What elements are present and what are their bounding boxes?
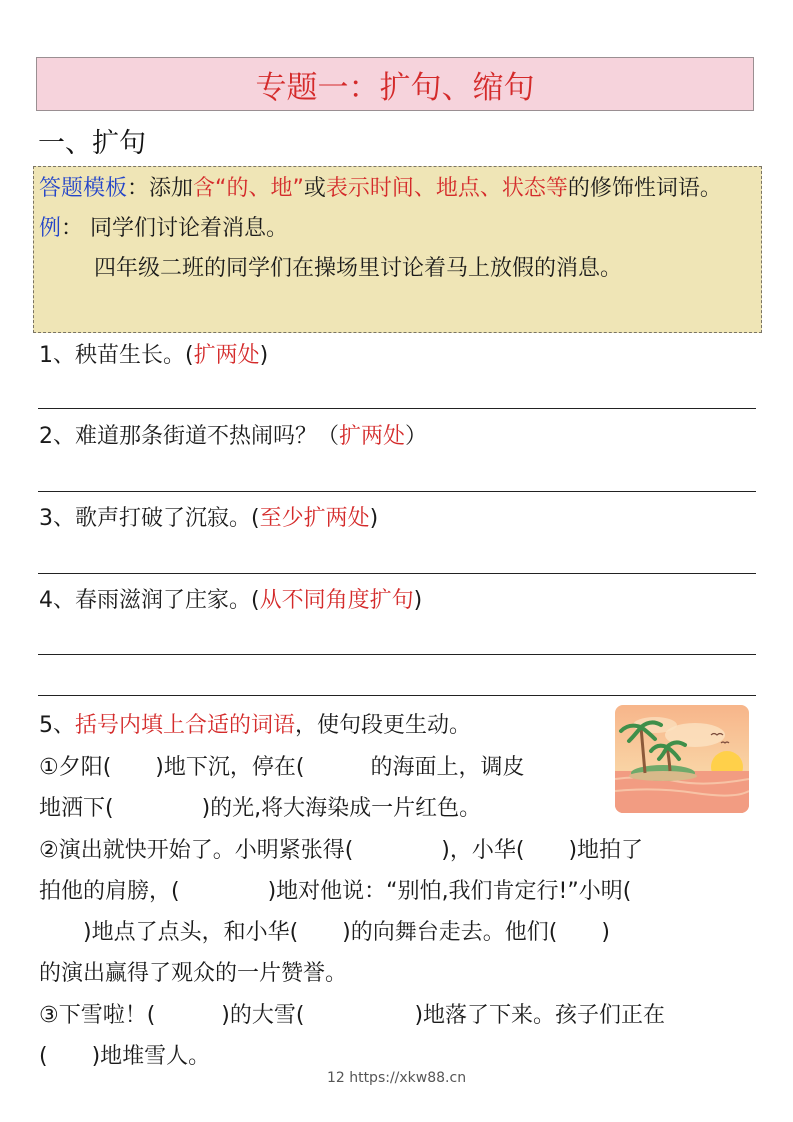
sunset-island-icon [615, 705, 749, 813]
question-3 [39, 504, 378, 534]
template-label: 答题模板 [39, 176, 128, 201]
template-highlight-2: 表示时间、地点、状态等 [325, 176, 568, 201]
example-label: 例 [39, 216, 62, 241]
paragraph-line: 拍他的肩膀，( )地对他说：“别怕,我们肯定行!”小明( [39, 879, 632, 904]
template-colon: ： [127, 176, 150, 201]
answer-line-4b[interactable] [38, 695, 756, 696]
question-2 [39, 422, 427, 452]
page-title: 专题一：扩句、缩句 [255, 69, 535, 106]
paragraph-line: ③下雪啦！( )的大雪( )地落了下来。孩子们正在 [39, 1003, 666, 1028]
paragraph-line: ①夕阳( )地下沉，停在( 的海面上，调皮 [39, 755, 525, 780]
question-close: ) [413, 588, 423, 613]
answer-line-1[interactable] [38, 408, 756, 409]
title-banner [36, 57, 754, 111]
example-expanded: 四年级二班的同学们在操场里讨论着马上放假的消息。 [94, 256, 623, 281]
sunset-island-illustration [615, 705, 749, 813]
answer-line-4a[interactable] [38, 654, 756, 655]
template-text-1: 添加 [149, 176, 194, 201]
section-heading: 一、扩句 [38, 128, 146, 159]
question-number: 5、 [39, 713, 75, 738]
paragraph-line: ( )地堆雪人。 [39, 1044, 211, 1069]
question-text: 3、歌声打破了沉寂。( [39, 506, 260, 531]
question-text: 1、秧苗生长。( [39, 343, 194, 368]
template-highlight-1: 含“的、地” [193, 176, 304, 201]
question-hint: 扩两处 [339, 424, 406, 449]
paragraph-line: 地洒下( )的光,将大海染成一片红色。 [39, 796, 482, 821]
question-instruction: 括号内填上合适的词语 [75, 713, 296, 738]
question-4 [39, 586, 422, 616]
answer-line-3[interactable] [38, 573, 756, 574]
paragraph-line: 的演出赢得了观众的一片赞誉。 [39, 961, 348, 986]
example-line [39, 209, 755, 249]
answer-template-box [33, 166, 762, 333]
question-hint: 扩两处 [193, 343, 260, 368]
template-line [39, 169, 755, 209]
question-close: ） [405, 424, 428, 449]
question-close: ) [369, 506, 379, 531]
template-text-3: 的修饰性词语。 [567, 176, 722, 201]
question-rest: ，使句段更生动。 [295, 713, 472, 738]
template-text-2: 或 [303, 176, 326, 201]
question-hint: 至少扩两处 [259, 506, 370, 531]
question-1 [39, 341, 268, 371]
paragraph-line: ②演出就快开始了。小明紧张得( )，小华( )地拍了 [39, 838, 644, 863]
example-original: 同学们讨论着消息。 [90, 216, 289, 241]
paragraph-line: )地点了点头，和小华( )的向舞台走去。他们( ) [39, 920, 610, 945]
question-text: 2、难道那条街道不热闹吗？（ [39, 424, 339, 449]
answer-line-2[interactable] [38, 491, 756, 492]
question-close: ) [259, 343, 269, 368]
page-footer: 12 https://xkw88.cn [326, 1070, 467, 1086]
question-hint: 从不同角度扩句 [259, 588, 414, 613]
example-colon: ： [61, 216, 84, 241]
question-5-heading [39, 708, 471, 739]
question-text: 4、春雨滋润了庄家。( [39, 588, 260, 613]
